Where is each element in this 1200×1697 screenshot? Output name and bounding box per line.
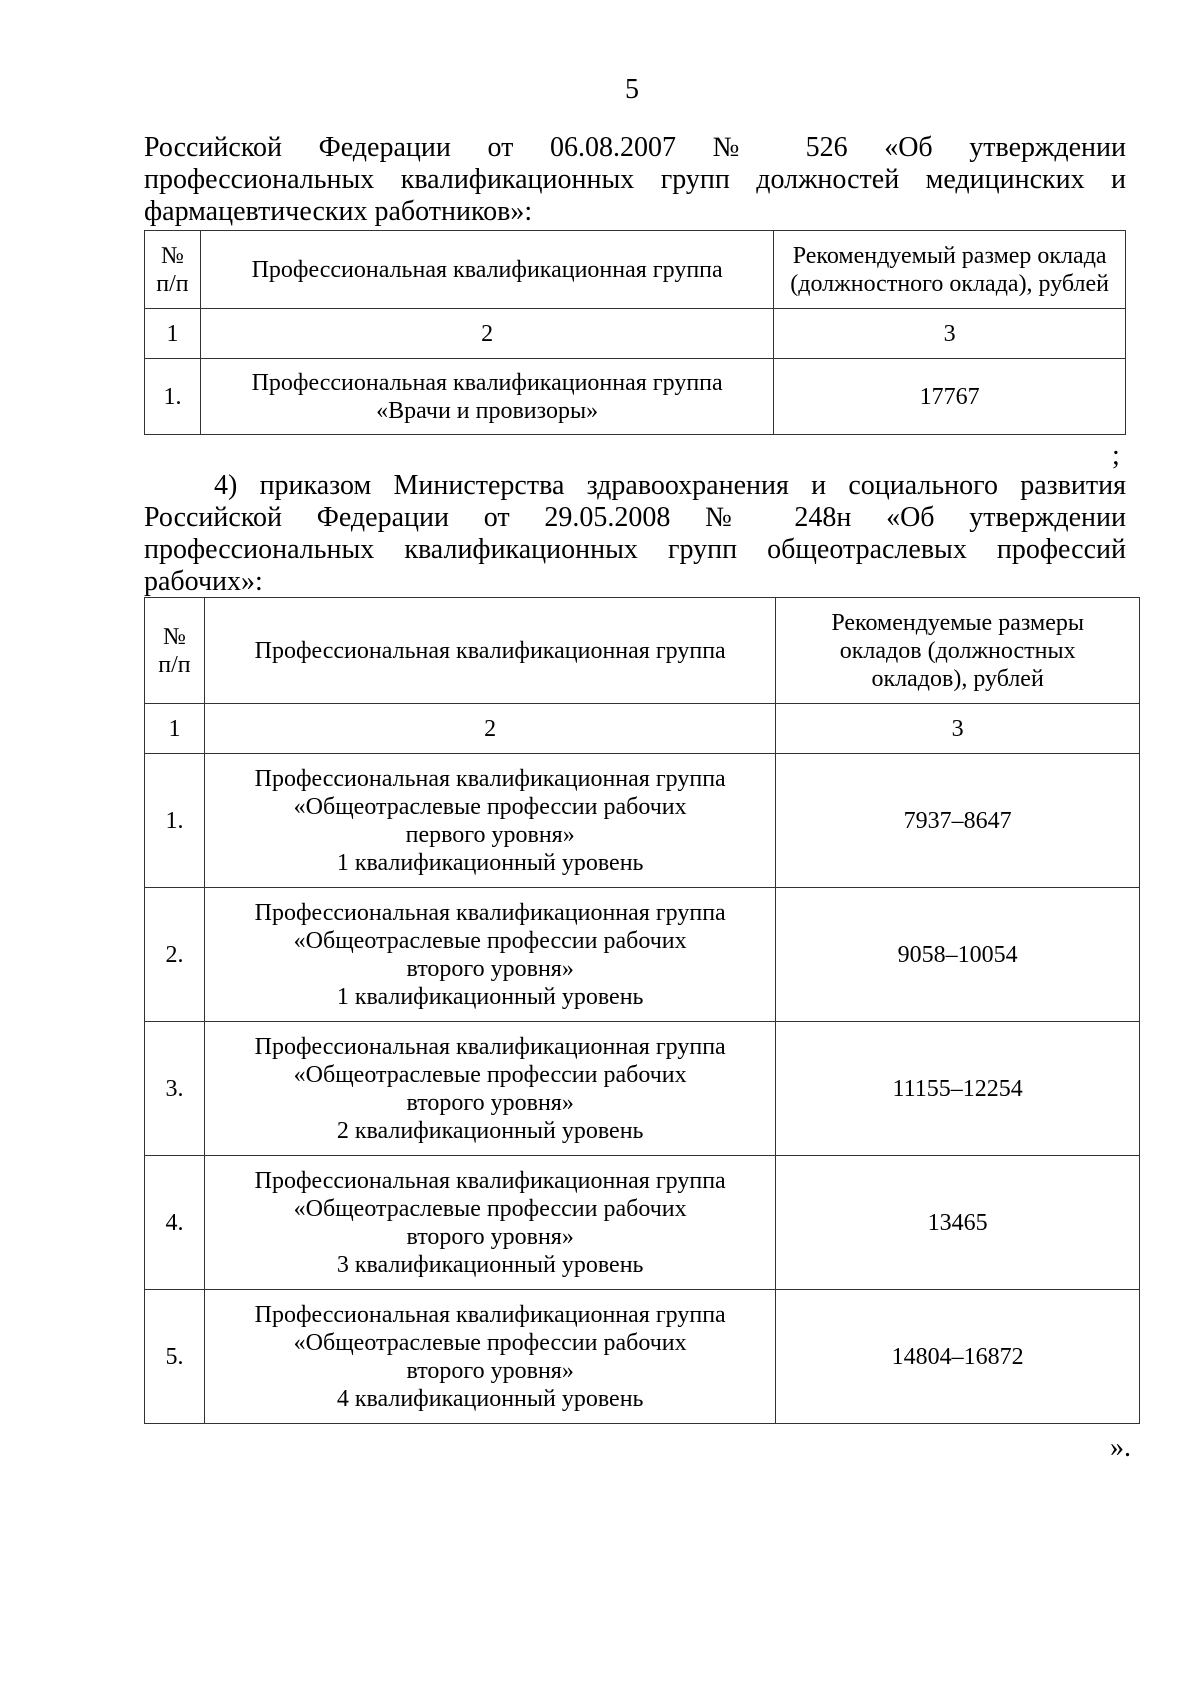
row-salary: 11155–12254: [776, 1022, 1140, 1156]
row-group-line: «Общеотраслевые профессии рабочих: [293, 793, 687, 820]
header-salary-line: Рекомендуемые размеры: [831, 609, 1084, 636]
paragraph-4: [144, 470, 1126, 598]
row-group: [204, 888, 775, 1022]
row-num: 4.: [145, 1156, 205, 1290]
col-number: 2: [200, 309, 773, 359]
intro-line: фармацевтических работников»:: [144, 196, 533, 227]
column-number-row: [145, 309, 1126, 359]
header-salary: [774, 231, 1126, 309]
row-group-line: 1 квалификационный уровень: [336, 983, 644, 1010]
row-salary: 14804–16872: [776, 1290, 1140, 1424]
row-salary: 17767: [774, 359, 1126, 435]
row-num: 3.: [145, 1022, 205, 1156]
para4-line: рабочих»:: [144, 566, 263, 597]
row-salary: 13465: [776, 1156, 1140, 1290]
row-group-line: «Общеотраслевые профессии рабочих: [293, 1061, 687, 1088]
header-salary: [776, 598, 1140, 704]
row-group-line: Профессиональная квалификационная группа: [254, 899, 726, 926]
row-group-line: Профессиональная квалификационная группа: [254, 1301, 726, 1328]
table-header-row: [145, 598, 1140, 704]
col-number: 1: [145, 704, 205, 754]
row-group-line: «Общеотраслевые профессии рабочих: [293, 1195, 687, 1222]
row-group: [204, 1156, 775, 1290]
row-group-line: второго уровня»: [406, 1223, 574, 1250]
col-number: 1: [145, 309, 201, 359]
row-group-line: 2 квалификационный уровень: [336, 1117, 644, 1144]
col-number: 3: [776, 704, 1140, 754]
header-num-text: № п/п: [158, 623, 191, 678]
header-salary-line: Рекомендуемый размер оклада: [792, 242, 1107, 269]
para4-line: профессиональных квалификационных групп общеотраслевых профессий: [144, 534, 1126, 565]
col-number: 3: [774, 309, 1126, 359]
table-header-row: [145, 231, 1126, 309]
row-num: 5.: [145, 1290, 205, 1424]
row-group-line: второго уровня»: [406, 1357, 574, 1384]
header-num-text: № п/п: [156, 242, 189, 297]
header-salary-line: (должностного оклада), рублей: [790, 270, 1110, 297]
row-salary: 9058–10054: [776, 888, 1140, 1022]
semicolon: ;: [1112, 440, 1120, 471]
row-group: [204, 754, 775, 888]
intro-line: профессиональных квалификационных групп должностей медицинских и: [144, 164, 1126, 195]
qualification-table-workers: [144, 597, 1140, 1424]
row-group-line: «Врачи и провизоры»: [376, 397, 599, 424]
row-group-line: «Общеотраслевые профессии рабочих: [293, 927, 687, 954]
table-row: [145, 359, 1126, 435]
header-salary-line: окладов (должностных: [839, 637, 1076, 664]
row-salary: 7937–8647: [776, 754, 1140, 888]
header-num: [145, 231, 201, 309]
para4-line: 4) приказом Министерства здравоохранения и социального развития: [214, 470, 1126, 501]
table-row: [145, 888, 1140, 1022]
table-row: [145, 754, 1140, 888]
header-salary-line: окладов), рублей: [871, 665, 1044, 692]
table-row: [145, 1290, 1140, 1424]
table-row: [145, 1156, 1140, 1290]
row-num: 1.: [145, 754, 205, 888]
row-group: [204, 1290, 775, 1424]
row-group-line: 4 квалификационный уровень: [336, 1385, 644, 1412]
closing-quote: ».: [1110, 1432, 1131, 1463]
header-group: Профессиональная квалификационная группа: [204, 598, 775, 704]
row-group-line: первого уровня»: [405, 821, 575, 848]
column-number-row: [145, 704, 1140, 754]
row-group-line: 1 квалификационный уровень: [336, 849, 644, 876]
para4-line: Российской Федерации от 29.05.2008 № 248н «Об утверждении: [144, 502, 1126, 533]
intro-line: Российской Федерации от 06.08.2007 № 526 «Об утверждении: [144, 132, 1126, 163]
row-group-line: Профессиональная квалификационная группа: [254, 1033, 726, 1060]
row-group-line: второго уровня»: [406, 1089, 574, 1116]
table-row: [145, 1022, 1140, 1156]
header-group: Профессиональная квалификационная группа: [200, 231, 773, 309]
row-group: [200, 359, 773, 435]
row-group-line: Профессиональная квалификационная группа: [254, 1167, 726, 1194]
row-num: 1.: [145, 359, 201, 435]
row-group-line: 3 квалификационный уровень: [336, 1251, 644, 1278]
qualification-table-medical: [144, 230, 1126, 435]
row-num: 2.: [145, 888, 205, 1022]
row-group-line: «Общеотраслевые профессии рабочих: [293, 1329, 687, 1356]
row-group-line: второго уровня»: [406, 955, 574, 982]
intro-paragraph: [144, 132, 1126, 228]
row-group: [204, 1022, 775, 1156]
header-num: [145, 598, 205, 704]
col-number: 2: [204, 704, 775, 754]
row-group-line: Профессиональная квалификационная группа: [254, 765, 726, 792]
page-number: 5: [625, 74, 639, 105]
row-group-line: Профессиональная квалификационная группа: [251, 369, 723, 396]
